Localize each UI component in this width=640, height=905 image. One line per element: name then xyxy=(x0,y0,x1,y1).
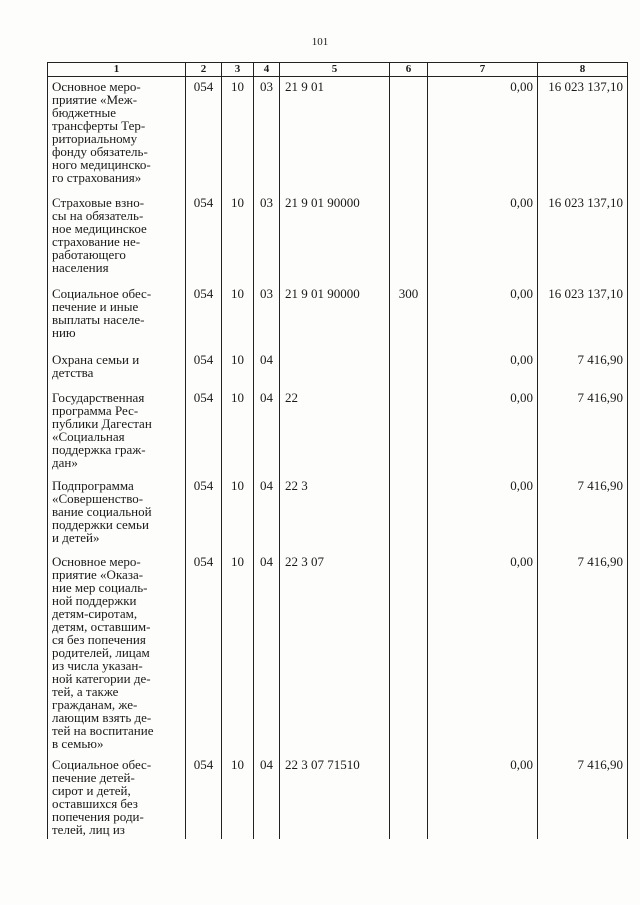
cell-col7: 0,00 xyxy=(428,387,538,475)
cell-expense-type xyxy=(390,754,428,839)
cell-code: 054 xyxy=(186,192,222,283)
name-line: ной категории де- xyxy=(52,670,151,686)
header-col-5: 5 xyxy=(280,63,390,77)
cell-col8: 7 416,90 xyxy=(538,475,628,551)
name-line: в семью» xyxy=(52,735,104,751)
table-row xyxy=(48,192,628,283)
name-line: поддержки семьи xyxy=(52,516,149,532)
cell-expense-type xyxy=(390,192,428,283)
cell-subsection: 04 xyxy=(254,475,280,551)
name-line: бюджетные xyxy=(52,105,117,120)
cell-subsection: 04 xyxy=(254,551,280,754)
table-row xyxy=(48,349,628,387)
cell-col8: 7 416,90 xyxy=(538,387,628,475)
cell-expense-type xyxy=(390,387,428,475)
header-row xyxy=(48,63,628,77)
table-row xyxy=(48,475,628,551)
cell-section: 10 xyxy=(222,754,254,839)
cell-target: 21 9 01 90000 xyxy=(280,192,390,283)
name-line: оставшихся без xyxy=(52,795,138,811)
table-row xyxy=(48,283,628,349)
cell-subsection: 03 xyxy=(254,77,280,192)
cell-subsection: 03 xyxy=(254,283,280,349)
page-number: 101 xyxy=(311,36,329,48)
cell-name xyxy=(48,475,186,551)
table-row xyxy=(48,77,628,192)
name-line: Основное меро- xyxy=(52,79,141,94)
cell-target: 21 9 01 90000 xyxy=(280,283,390,349)
name-line: публики Дагестан xyxy=(52,415,152,431)
cell-code: 054 xyxy=(186,283,222,349)
name-line: «Социальная xyxy=(52,428,125,444)
cell-section: 10 xyxy=(222,475,254,551)
name-line: гражданам, же- xyxy=(52,696,138,712)
name-line: из числа указан- xyxy=(52,657,143,673)
header-col-8: 8 xyxy=(538,63,628,77)
cell-name xyxy=(48,283,186,349)
cell-code: 054 xyxy=(186,77,222,192)
cell-expense-type xyxy=(390,77,428,192)
name-line: программа Рес- xyxy=(52,402,139,418)
cell-section: 10 xyxy=(222,349,254,387)
cell-target xyxy=(280,349,390,387)
name-line: попечения роди- xyxy=(52,808,144,824)
name-line: Подпрограмма xyxy=(52,477,134,493)
name-line: приятие «Меж- xyxy=(52,92,138,107)
header-col-7: 7 xyxy=(428,63,538,77)
cell-name xyxy=(48,349,186,387)
name-line: лающим взять де- xyxy=(52,709,152,725)
name-line: трансферты Тер- xyxy=(52,118,146,133)
cell-name xyxy=(48,192,186,283)
cell-col8: 16 023 137,10 xyxy=(538,192,628,283)
cell-col7: 0,00 xyxy=(428,349,538,387)
name-line: го страхования» xyxy=(52,170,142,185)
cell-code: 054 xyxy=(186,754,222,839)
table-body xyxy=(48,77,628,839)
cell-section: 10 xyxy=(222,283,254,349)
cell-col7: 0,00 xyxy=(428,475,538,551)
header-col-4: 4 xyxy=(254,63,280,77)
name-line: Социальное обес- xyxy=(52,756,152,772)
name-line: и детей» xyxy=(52,529,100,545)
cell-section: 10 xyxy=(222,387,254,475)
cell-expense-type xyxy=(390,475,428,551)
cell-code: 054 xyxy=(186,349,222,387)
cell-col8: 7 416,90 xyxy=(538,754,628,839)
name-line: риториальному xyxy=(52,131,138,146)
name-line: Охрана семьи и xyxy=(52,351,140,367)
cell-expense-type xyxy=(390,551,428,754)
name-line: нию xyxy=(52,324,76,340)
name-line: ся без попечения xyxy=(52,631,146,647)
cell-section: 10 xyxy=(222,77,254,192)
name-line: Основное меро- xyxy=(52,553,141,569)
cell-section: 10 xyxy=(222,192,254,283)
name-line: Социальное обес- xyxy=(52,285,152,301)
name-line: вание социальной xyxy=(52,503,152,519)
cell-subsection: 04 xyxy=(254,387,280,475)
cell-target: 21 9 01 xyxy=(280,77,390,192)
cell-col8: 16 023 137,10 xyxy=(538,77,628,192)
name-line: дан» xyxy=(52,454,78,470)
name-line: поддержка граж- xyxy=(52,441,146,457)
cell-expense-type: 300 xyxy=(390,283,428,349)
name-line: детям, оставшим- xyxy=(52,618,151,634)
cell-col7: 0,00 xyxy=(428,283,538,349)
header-col-3: 3 xyxy=(222,63,254,77)
cell-col7: 0,00 xyxy=(428,551,538,754)
name-line: детства xyxy=(52,364,94,380)
name-line: страхование не- xyxy=(52,233,141,249)
cell-target: 22 xyxy=(280,387,390,475)
name-line: печение и иные xyxy=(52,298,139,314)
cell-code: 054 xyxy=(186,387,222,475)
cell-col7: 0,00 xyxy=(428,754,538,839)
cell-name xyxy=(48,551,186,754)
header-col-2: 2 xyxy=(186,63,222,77)
cell-code: 054 xyxy=(186,475,222,551)
name-line: ное медицинское xyxy=(52,220,147,236)
name-line: выплаты населе- xyxy=(52,311,145,327)
cell-col8: 7 416,90 xyxy=(538,349,628,387)
name-line: работающего xyxy=(52,246,126,262)
cell-subsection: 04 xyxy=(254,754,280,839)
cell-col7: 0,00 xyxy=(428,192,538,283)
name-line: детям-сиротам, xyxy=(52,605,138,621)
name-line: ного медицинско- xyxy=(52,157,151,172)
name-line: приятие «Оказа- xyxy=(52,566,144,582)
name-line: Государственная xyxy=(52,389,145,405)
name-line: родителей, лицам xyxy=(52,644,150,660)
name-line: населения xyxy=(52,259,109,275)
cell-subsection: 04 xyxy=(254,349,280,387)
cell-target: 22 3 xyxy=(280,475,390,551)
cell-name xyxy=(48,387,186,475)
header-col-6: 6 xyxy=(390,63,428,77)
header-col-1: 1 xyxy=(48,63,186,77)
cell-col8: 16 023 137,10 xyxy=(538,283,628,349)
name-line: «Совершенство- xyxy=(52,490,144,506)
cell-section: 10 xyxy=(222,551,254,754)
cell-target: 22 3 07 xyxy=(280,551,390,754)
cell-name xyxy=(48,754,186,839)
table-row xyxy=(48,387,628,475)
name-line: печение детей- xyxy=(52,769,135,785)
cell-expense-type xyxy=(390,349,428,387)
name-line: тей на воспитание xyxy=(52,722,154,738)
name-line: сирот и детей, xyxy=(52,782,131,798)
cell-code: 054 xyxy=(186,551,222,754)
table-row xyxy=(48,754,628,839)
name-line: тей, а также xyxy=(52,683,119,699)
name-line: ние мер социаль- xyxy=(52,579,148,595)
budget-table xyxy=(47,62,628,839)
cell-target: 22 3 07 71510 xyxy=(280,754,390,839)
name-line: фонду обязатель- xyxy=(52,144,148,159)
cell-col7: 0,00 xyxy=(428,77,538,192)
table-row xyxy=(48,551,628,754)
cell-col8: 7 416,90 xyxy=(538,551,628,754)
name-line: телей, лиц из xyxy=(52,821,125,837)
name-line: ной поддержки xyxy=(52,592,137,608)
name-line: Страховые взно- xyxy=(52,194,145,210)
cell-name xyxy=(48,77,186,192)
cell-subsection: 03 xyxy=(254,192,280,283)
name-line: сы на обязатель- xyxy=(52,207,144,223)
